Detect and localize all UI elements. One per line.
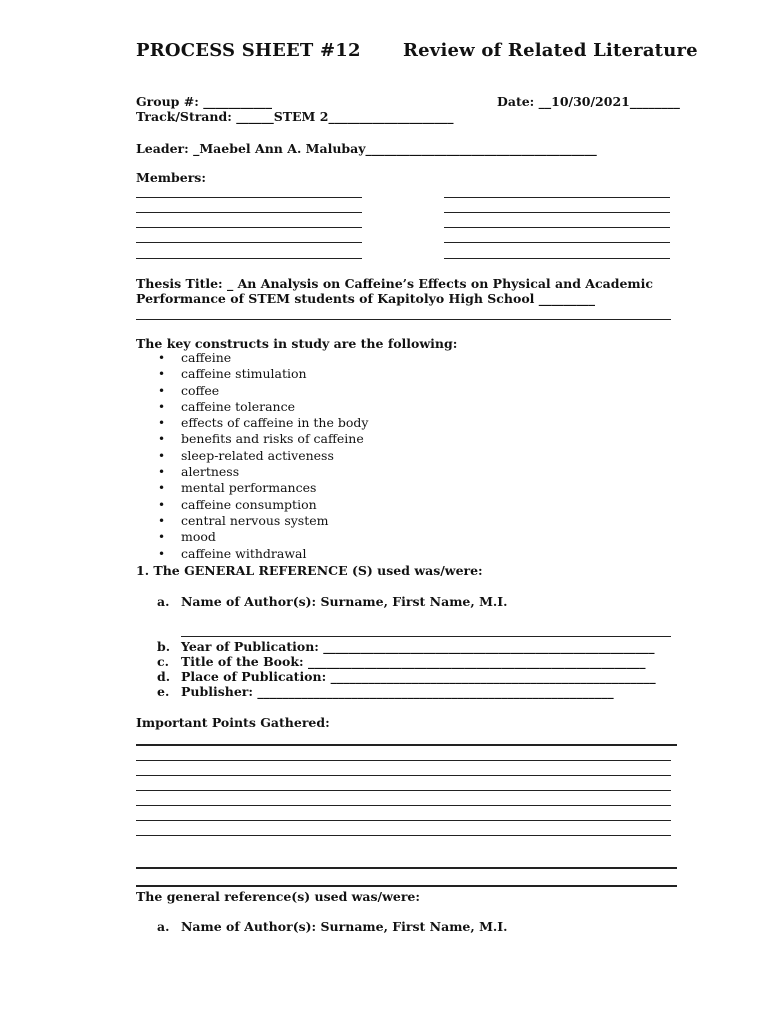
leader-field: Leader: _Maebel Ann A. Malubay_____________________________________ [136,141,597,156]
group-field: Group #: ___________ [136,94,272,109]
member-line [136,258,362,259]
publisher-item [157,684,614,699]
publisher-field: Publisher: _________________________________________________________ [181,684,614,699]
member-line [136,212,362,213]
second-author-item [157,919,507,934]
constructs-heading: The key constructs in study are the following: [136,336,458,351]
general-reference-heading: 1. The GENERAL REFERENCE (S) used was/were: [136,563,483,578]
author-line [181,636,671,637]
track-field: Track/Strand: ______STEM 2____________________ [136,109,454,124]
member-line [444,197,670,198]
points-line [136,805,671,806]
author-item [157,594,507,609]
points-line [136,820,671,821]
thesis-title-line2: Performance of STEM students of Kapitolyo High School _________ [136,291,596,306]
list-item: • benefits and risks of caffeine [150,431,368,447]
points-line [136,885,677,887]
item-label: a. [157,594,170,609]
year-item [157,639,655,654]
item-label: b. [157,639,171,654]
list-item: • central nervous system [150,513,368,529]
item-label: a. [157,919,170,934]
list-item: • caffeine [150,350,368,366]
item-label: d. [157,669,171,684]
year-field: Year of Publication: _____________________________________________________ [181,639,655,654]
date-field: Date: __10/30/2021________ [497,94,680,109]
thesis-line [136,319,671,320]
member-line [136,197,362,198]
author-label: Name of Author(s): Surname, First Name, M.I. [181,594,508,609]
points-line [136,835,671,836]
place-item [157,669,656,684]
points-line [136,744,677,746]
thesis-title-line1: Thesis Title: _ An Analysis on Caffeine’s Effects on Physical and Academic [136,276,653,291]
list-item: • mood [150,529,368,545]
sheet-topic: Review of Related Literature [403,40,698,61]
points-line [136,760,671,761]
list-item: • caffeine tolerance [150,399,368,415]
second-reference-heading: The general reference(s) used was/were: [136,889,420,904]
book-title-item [157,654,645,669]
second-author-label: Name of Author(s): Surname, First Name, M.I. [181,919,508,934]
list-item: • alertness [150,464,368,480]
item-label: c. [157,654,169,669]
member-line [444,227,670,228]
sheet-title: PROCESS SHEET #12 [136,40,361,61]
list-item: • caffeine stimulation [150,366,368,382]
member-line [444,212,670,213]
list-item: • caffeine withdrawal [150,546,368,562]
points-line [136,790,671,791]
item-label: e. [157,684,170,699]
member-line [444,242,670,243]
list-item: • coffee [150,383,368,399]
members-label: Members: [136,170,206,185]
list-item: • mental performances [150,480,368,496]
list-item: • sleep-related activeness [150,448,368,464]
book-title-field: Title of the Book: ______________________________________________________ [181,654,646,669]
points-line [136,867,677,869]
points-line [136,775,671,776]
member-line [136,227,362,228]
member-line [444,258,670,259]
member-line [136,242,362,243]
place-field: Place of Publication: ____________________________________________________ [181,669,656,684]
points-heading: Important Points Gathered: [136,715,330,730]
list-item: • caffeine consumption [150,497,368,513]
constructs-list [150,350,368,562]
list-item: • effects of caffeine in the body [150,415,368,431]
